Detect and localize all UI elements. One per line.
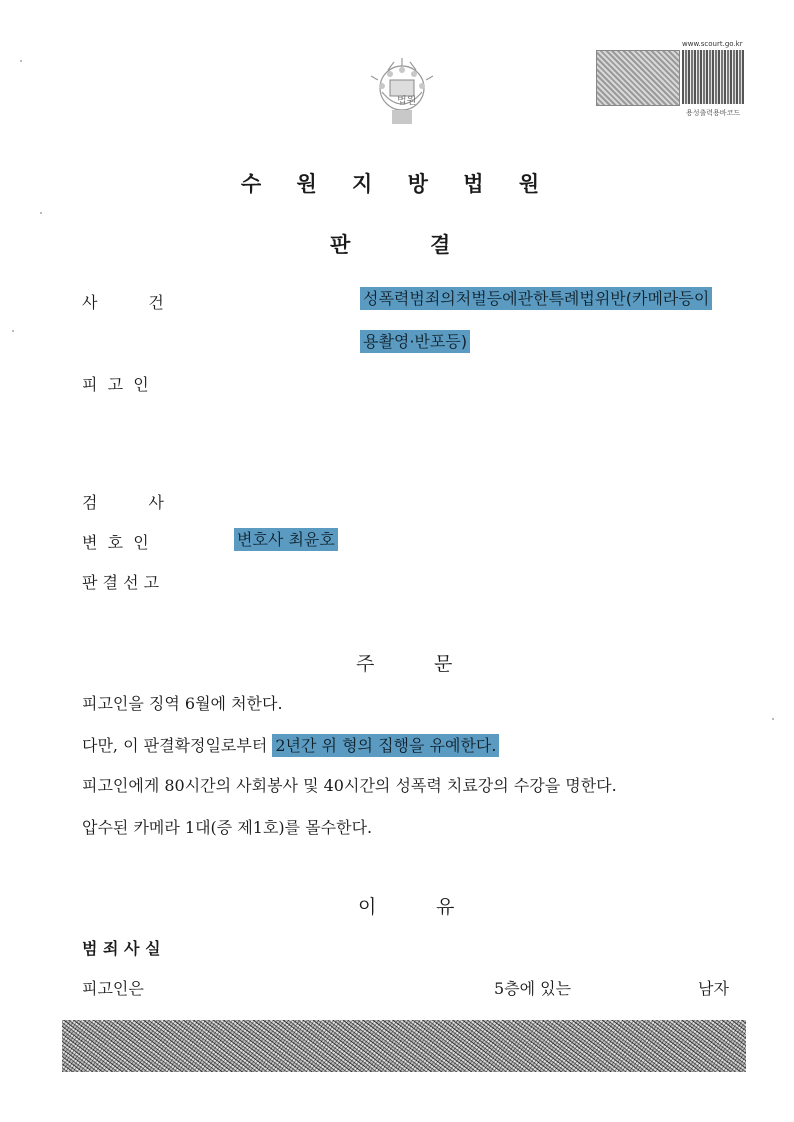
reason-subtitle: 범 죄 사 실: [82, 939, 161, 958]
prosecutor-label: 검 사: [82, 493, 164, 512]
order-line-3: 피고인에게 80시간의 사회봉사 및 40시간의 성폭력 치료강의 수강을 명한다.: [82, 776, 617, 795]
lawyer-value: [234, 527, 338, 550]
order-title-char-2: 문: [434, 653, 453, 675]
scan-speck: [772, 718, 774, 720]
order-line-2-prefix: 다만, 이 판결확정일로부터: [82, 736, 273, 755]
case-value-line1: [360, 286, 712, 309]
scan-speck: [20, 60, 22, 62]
scan-speck: [40, 212, 42, 214]
case-value-text1: 성폭력범죄의처벌등에관한특례법위반(카메라등이: [360, 287, 712, 310]
verdict-date-label: 판 결 선 고: [82, 573, 160, 592]
order-line-4: 압수된 카메라 1대(증 제1호)를 몰수한다.: [82, 818, 373, 837]
case-label: 사 건: [82, 293, 164, 312]
barcode-block: [596, 50, 744, 104]
seal-text: 법원: [397, 96, 417, 107]
reason-title-char-1: 이: [358, 896, 377, 918]
order-title-char-1: 주: [356, 653, 375, 675]
defendant-label: 피 고 인: [82, 375, 149, 394]
reason-title-char-2: 유: [436, 896, 455, 918]
lawyer-value-text: 변호사 최윤호: [234, 528, 338, 551]
order-line-2: [82, 733, 499, 756]
barcode-caption: 용성출력용바코드: [686, 109, 741, 117]
order-line-2-highlight: 2년간 위 형의 집행을 유예한다.: [272, 734, 499, 757]
doc-title-char-1: 판: [330, 233, 351, 257]
doc-title-char-2: 결: [430, 233, 451, 257]
reason-line-1c: 남자: [698, 979, 729, 998]
court-name: 수 원 지 방 법 원: [240, 172, 554, 196]
reason-line-1b: 5층에 있는: [494, 979, 572, 998]
url-text: www.scourt.go.kr: [682, 40, 743, 48]
lawyer-label: 변 호 인: [82, 533, 149, 552]
case-value-line2: [360, 329, 470, 352]
case-value-text2: 용촬영·반포등): [360, 330, 470, 353]
redacted-block: [62, 1020, 746, 1072]
order-line-1: 피고인을 징역 6월에 처한다.: [82, 694, 283, 713]
scan-speck: [12, 330, 14, 332]
reason-line-1a: 피고인은: [82, 979, 144, 998]
